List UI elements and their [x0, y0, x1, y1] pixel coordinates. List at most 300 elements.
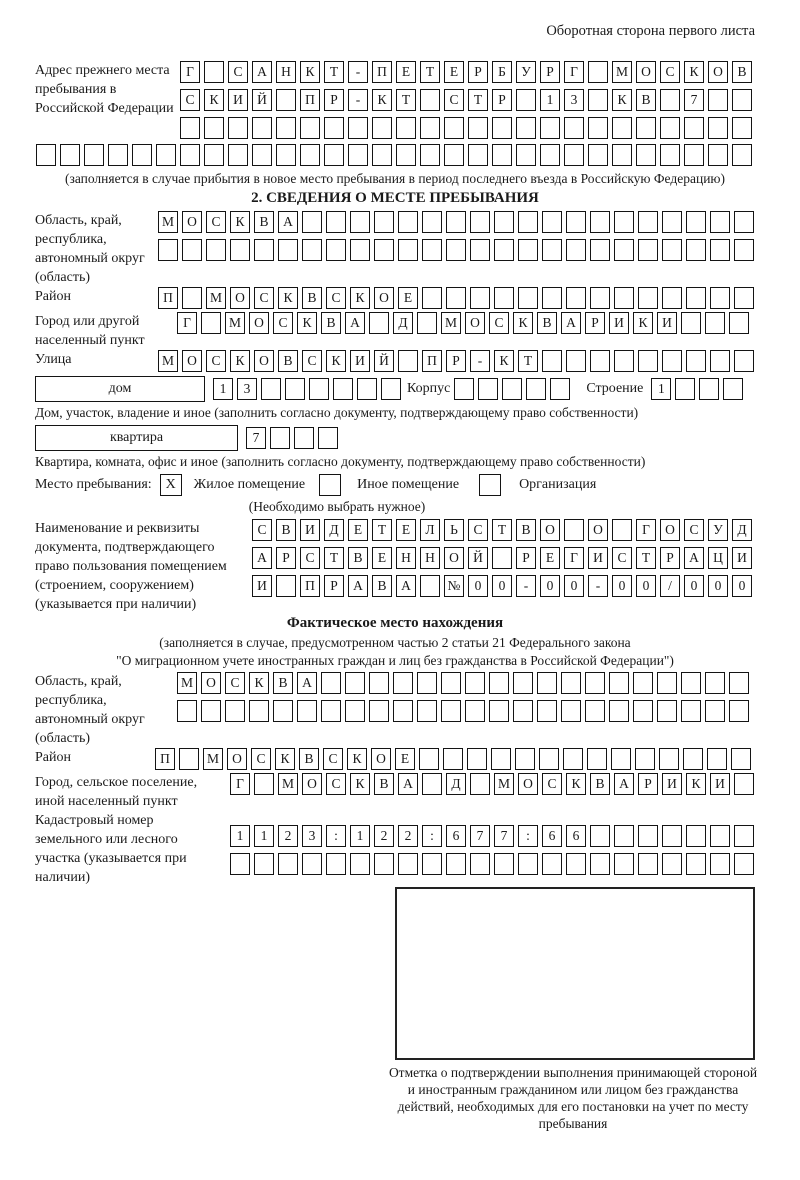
char-cell[interactable]: 0: [636, 575, 656, 597]
char-cell[interactable]: С: [326, 287, 346, 309]
char-cell[interactable]: И: [588, 547, 608, 569]
char-cell[interactable]: К: [204, 89, 224, 111]
char-cell[interactable]: [537, 700, 557, 722]
char-cell[interactable]: [588, 61, 608, 83]
char-cell[interactable]: [446, 211, 466, 233]
char-cell[interactable]: [396, 144, 416, 166]
char-cell[interactable]: [372, 117, 392, 139]
char-cell[interactable]: [710, 211, 730, 233]
char-cell[interactable]: [467, 748, 487, 770]
char-cell[interactable]: [683, 748, 703, 770]
char-cell[interactable]: 6: [542, 825, 562, 847]
char-cell[interactable]: [708, 144, 728, 166]
char-cell[interactable]: [587, 748, 607, 770]
char-cell[interactable]: [398, 350, 418, 372]
char-cell[interactable]: Р: [324, 575, 344, 597]
char-cell[interactable]: Н: [420, 547, 440, 569]
char-cell[interactable]: В: [374, 773, 394, 795]
char-cell[interactable]: В: [348, 547, 368, 569]
char-cell[interactable]: [526, 378, 546, 400]
char-cell[interactable]: -: [348, 89, 368, 111]
char-cell[interactable]: Т: [420, 61, 440, 83]
char-cell[interactable]: О: [708, 61, 728, 83]
char-cell[interactable]: [492, 547, 512, 569]
char-cell[interactable]: [381, 378, 401, 400]
char-cell[interactable]: [542, 211, 562, 233]
char-cell[interactable]: 0: [612, 575, 632, 597]
char-cell[interactable]: [542, 287, 562, 309]
char-cell[interactable]: [419, 748, 439, 770]
char-cell[interactable]: С: [323, 748, 343, 770]
char-cell[interactable]: Т: [518, 350, 538, 372]
char-cell[interactable]: [324, 144, 344, 166]
char-cell[interactable]: [156, 144, 176, 166]
char-cell[interactable]: [465, 672, 485, 694]
char-cell[interactable]: [566, 287, 586, 309]
char-cell[interactable]: 7: [494, 825, 514, 847]
char-cell[interactable]: [588, 144, 608, 166]
char-cell[interactable]: [734, 211, 754, 233]
checkbox-other-premises[interactable]: [319, 474, 341, 496]
char-cell[interactable]: К: [350, 287, 370, 309]
char-cell[interactable]: [516, 144, 536, 166]
char-cell[interactable]: [699, 378, 719, 400]
char-cell[interactable]: [566, 239, 586, 261]
char-cell[interactable]: [710, 825, 730, 847]
char-cell[interactable]: О: [254, 350, 274, 372]
char-cell[interactable]: О: [249, 312, 269, 334]
char-cell[interactable]: [675, 378, 695, 400]
char-cell[interactable]: С: [542, 773, 562, 795]
char-cell[interactable]: Р: [660, 547, 680, 569]
char-cell[interactable]: [734, 825, 754, 847]
char-cell[interactable]: [108, 144, 128, 166]
char-cell[interactable]: [710, 853, 730, 875]
char-cell[interactable]: [502, 378, 522, 400]
char-cell[interactable]: [254, 239, 274, 261]
char-cell[interactable]: [278, 239, 298, 261]
char-cell[interactable]: [660, 89, 680, 111]
char-cell[interactable]: [710, 350, 730, 372]
char-cell[interactable]: [204, 117, 224, 139]
char-cell[interactable]: А: [252, 61, 272, 83]
char-cell[interactable]: С: [225, 672, 245, 694]
char-cell[interactable]: И: [300, 519, 320, 541]
char-cell[interactable]: М: [612, 61, 632, 83]
char-cell[interactable]: К: [566, 773, 586, 795]
char-cell[interactable]: [300, 117, 320, 139]
char-cell[interactable]: [723, 378, 743, 400]
char-cell[interactable]: Д: [446, 773, 466, 795]
char-cell[interactable]: Р: [446, 350, 466, 372]
char-cell[interactable]: 1: [254, 825, 274, 847]
char-cell[interactable]: [566, 853, 586, 875]
char-cell[interactable]: К: [494, 350, 514, 372]
char-cell[interactable]: [422, 239, 442, 261]
char-cell[interactable]: [734, 239, 754, 261]
char-cell[interactable]: [177, 700, 197, 722]
char-cell[interactable]: Е: [348, 519, 368, 541]
char-cell[interactable]: Р: [276, 547, 296, 569]
char-cell[interactable]: 0: [468, 575, 488, 597]
char-cell[interactable]: [489, 700, 509, 722]
char-cell[interactable]: К: [230, 350, 250, 372]
char-cell[interactable]: В: [299, 748, 319, 770]
char-cell[interactable]: [420, 117, 440, 139]
char-cell[interactable]: [705, 672, 725, 694]
char-cell[interactable]: [422, 287, 442, 309]
char-cell[interactable]: П: [300, 89, 320, 111]
char-cell[interactable]: 7: [684, 89, 704, 111]
char-cell[interactable]: [158, 239, 178, 261]
char-cell[interactable]: В: [372, 575, 392, 597]
char-cell[interactable]: 1: [213, 378, 233, 400]
char-cell[interactable]: О: [182, 350, 202, 372]
char-cell[interactable]: С: [251, 748, 271, 770]
char-cell[interactable]: О: [227, 748, 247, 770]
char-cell[interactable]: [566, 350, 586, 372]
char-cell[interactable]: [318, 427, 338, 449]
char-cell[interactable]: А: [684, 547, 704, 569]
char-cell[interactable]: [468, 144, 488, 166]
char-cell[interactable]: [660, 117, 680, 139]
char-cell[interactable]: Т: [396, 89, 416, 111]
char-cell[interactable]: К: [297, 312, 317, 334]
char-cell[interactable]: А: [345, 312, 365, 334]
char-cell[interactable]: 2: [374, 825, 394, 847]
char-cell[interactable]: [638, 825, 658, 847]
char-cell[interactable]: А: [398, 773, 418, 795]
char-cell[interactable]: [398, 211, 418, 233]
char-cell[interactable]: 1: [230, 825, 250, 847]
char-cell[interactable]: [588, 89, 608, 111]
char-cell[interactable]: [515, 748, 535, 770]
char-cell[interactable]: 7: [246, 427, 266, 449]
char-cell[interactable]: [638, 211, 658, 233]
char-cell[interactable]: [285, 378, 305, 400]
char-cell[interactable]: [588, 117, 608, 139]
char-cell[interactable]: А: [396, 575, 416, 597]
char-cell[interactable]: [444, 144, 464, 166]
char-cell[interactable]: [252, 117, 272, 139]
char-cell[interactable]: [326, 853, 346, 875]
char-cell[interactable]: С: [206, 211, 226, 233]
char-cell[interactable]: [684, 117, 704, 139]
char-cell[interactable]: В: [516, 519, 536, 541]
char-cell[interactable]: [491, 748, 511, 770]
char-cell[interactable]: [734, 773, 754, 795]
char-cell[interactable]: 7: [470, 825, 490, 847]
char-cell[interactable]: [494, 239, 514, 261]
char-cell[interactable]: [446, 239, 466, 261]
char-cell[interactable]: Г: [177, 312, 197, 334]
char-cell[interactable]: [635, 748, 655, 770]
char-cell[interactable]: [417, 312, 437, 334]
char-cell[interactable]: 2: [278, 825, 298, 847]
char-cell[interactable]: [182, 239, 202, 261]
char-cell[interactable]: [204, 61, 224, 83]
char-cell[interactable]: Е: [540, 547, 560, 569]
char-cell[interactable]: Р: [638, 773, 658, 795]
char-cell[interactable]: Ц: [708, 547, 728, 569]
char-cell[interactable]: О: [371, 748, 391, 770]
char-cell[interactable]: [638, 239, 658, 261]
char-cell[interactable]: И: [662, 773, 682, 795]
char-cell[interactable]: №: [444, 575, 464, 597]
char-cell[interactable]: [518, 239, 538, 261]
char-cell[interactable]: [254, 853, 274, 875]
char-cell[interactable]: [542, 239, 562, 261]
char-cell[interactable]: [638, 350, 658, 372]
char-cell[interactable]: [420, 89, 440, 111]
char-cell[interactable]: К: [633, 312, 653, 334]
char-cell[interactable]: К: [350, 773, 370, 795]
char-cell[interactable]: Б: [492, 61, 512, 83]
char-cell[interactable]: 0: [732, 575, 752, 597]
char-cell[interactable]: Р: [492, 89, 512, 111]
char-cell[interactable]: [204, 144, 224, 166]
char-cell[interactable]: [614, 239, 634, 261]
char-cell[interactable]: [297, 700, 317, 722]
char-cell[interactable]: О: [660, 519, 680, 541]
char-cell[interactable]: М: [206, 287, 226, 309]
char-cell[interactable]: К: [686, 773, 706, 795]
char-cell[interactable]: В: [273, 672, 293, 694]
char-cell[interactable]: П: [155, 748, 175, 770]
char-cell[interactable]: [132, 144, 152, 166]
char-cell[interactable]: [326, 239, 346, 261]
char-cell[interactable]: И: [710, 773, 730, 795]
char-cell[interactable]: [732, 89, 752, 111]
char-cell[interactable]: [228, 117, 248, 139]
char-cell[interactable]: И: [228, 89, 248, 111]
char-cell[interactable]: [345, 700, 365, 722]
char-cell[interactable]: В: [276, 519, 296, 541]
char-cell[interactable]: Р: [468, 61, 488, 83]
char-cell[interactable]: -: [588, 575, 608, 597]
char-cell[interactable]: [513, 700, 533, 722]
char-cell[interactable]: [638, 287, 658, 309]
char-cell[interactable]: [537, 672, 557, 694]
char-cell[interactable]: [422, 853, 442, 875]
char-cell[interactable]: [590, 239, 610, 261]
char-cell[interactable]: О: [518, 773, 538, 795]
char-cell[interactable]: [398, 853, 418, 875]
char-cell[interactable]: [278, 853, 298, 875]
char-cell[interactable]: Т: [324, 547, 344, 569]
char-cell[interactable]: [369, 700, 389, 722]
char-cell[interactable]: О: [636, 61, 656, 83]
char-cell[interactable]: [494, 287, 514, 309]
char-cell[interactable]: О: [465, 312, 485, 334]
char-cell[interactable]: [731, 748, 751, 770]
char-cell[interactable]: 6: [446, 825, 466, 847]
char-cell[interactable]: П: [372, 61, 392, 83]
char-cell[interactable]: 2: [398, 825, 418, 847]
char-cell[interactable]: [443, 748, 463, 770]
char-cell[interactable]: [662, 211, 682, 233]
char-cell[interactable]: [179, 748, 199, 770]
char-cell[interactable]: [254, 773, 274, 795]
char-cell[interactable]: [513, 672, 533, 694]
char-cell[interactable]: [225, 700, 245, 722]
char-cell[interactable]: [417, 700, 437, 722]
char-cell[interactable]: [350, 239, 370, 261]
char-cell[interactable]: [492, 144, 512, 166]
char-cell[interactable]: [585, 672, 605, 694]
char-cell[interactable]: И: [252, 575, 272, 597]
char-cell[interactable]: Н: [396, 547, 416, 569]
char-cell[interactable]: [705, 700, 725, 722]
char-cell[interactable]: Ь: [444, 519, 464, 541]
char-cell[interactable]: [707, 748, 727, 770]
char-cell[interactable]: Е: [398, 287, 418, 309]
char-cell[interactable]: М: [225, 312, 245, 334]
char-cell[interactable]: Й: [252, 89, 272, 111]
char-cell[interactable]: [249, 700, 269, 722]
char-cell[interactable]: [180, 117, 200, 139]
char-cell[interactable]: [374, 853, 394, 875]
char-cell[interactable]: [516, 117, 536, 139]
char-cell[interactable]: [270, 427, 290, 449]
char-cell[interactable]: [662, 350, 682, 372]
char-cell[interactable]: [710, 287, 730, 309]
char-cell[interactable]: :: [422, 825, 442, 847]
char-cell[interactable]: [372, 144, 392, 166]
char-cell[interactable]: [539, 748, 559, 770]
char-cell[interactable]: Д: [324, 519, 344, 541]
char-cell[interactable]: 0: [708, 575, 728, 597]
char-cell[interactable]: [470, 211, 490, 233]
char-cell[interactable]: [609, 700, 629, 722]
char-cell[interactable]: [732, 117, 752, 139]
char-cell[interactable]: И: [350, 350, 370, 372]
char-cell[interactable]: -: [516, 575, 536, 597]
char-cell[interactable]: С: [326, 773, 346, 795]
char-cell[interactable]: Д: [393, 312, 413, 334]
char-cell[interactable]: [294, 427, 314, 449]
char-cell[interactable]: [612, 519, 632, 541]
char-cell[interactable]: Р: [540, 61, 560, 83]
char-cell[interactable]: [550, 378, 570, 400]
char-cell[interactable]: 0: [492, 575, 512, 597]
char-cell[interactable]: А: [614, 773, 634, 795]
char-cell[interactable]: [345, 672, 365, 694]
char-cell[interactable]: М: [158, 350, 178, 372]
char-cell[interactable]: [684, 144, 704, 166]
char-cell[interactable]: [446, 853, 466, 875]
char-cell[interactable]: С: [468, 519, 488, 541]
char-cell[interactable]: И: [609, 312, 629, 334]
char-cell[interactable]: -: [348, 61, 368, 83]
char-cell[interactable]: [333, 378, 353, 400]
char-cell[interactable]: И: [732, 547, 752, 569]
char-cell[interactable]: В: [321, 312, 341, 334]
char-cell[interactable]: [662, 825, 682, 847]
char-cell[interactable]: [302, 211, 322, 233]
char-cell[interactable]: Г: [636, 519, 656, 541]
char-cell[interactable]: [201, 312, 221, 334]
char-cell[interactable]: [708, 117, 728, 139]
char-cell[interactable]: К: [230, 211, 250, 233]
char-cell[interactable]: [518, 287, 538, 309]
char-cell[interactable]: [540, 117, 560, 139]
char-cell[interactable]: 3: [302, 825, 322, 847]
char-cell[interactable]: О: [444, 547, 464, 569]
char-cell[interactable]: [422, 211, 442, 233]
char-cell[interactable]: Е: [396, 61, 416, 83]
char-cell[interactable]: П: [158, 287, 178, 309]
char-cell[interactable]: :: [518, 825, 538, 847]
char-cell[interactable]: О: [182, 211, 202, 233]
char-cell[interactable]: [206, 239, 226, 261]
char-cell[interactable]: [614, 853, 634, 875]
char-cell[interactable]: О: [201, 672, 221, 694]
char-cell[interactable]: Г: [180, 61, 200, 83]
char-cell[interactable]: [681, 312, 701, 334]
char-cell[interactable]: [350, 211, 370, 233]
char-cell[interactable]: С: [206, 350, 226, 372]
char-cell[interactable]: [396, 117, 416, 139]
char-cell[interactable]: [681, 672, 701, 694]
char-cell[interactable]: [708, 89, 728, 111]
char-cell[interactable]: [564, 117, 584, 139]
char-cell[interactable]: [590, 825, 610, 847]
char-cell[interactable]: [734, 287, 754, 309]
char-cell[interactable]: [561, 672, 581, 694]
char-cell[interactable]: [686, 825, 706, 847]
char-cell[interactable]: С: [489, 312, 509, 334]
char-cell[interactable]: М: [203, 748, 223, 770]
char-cell[interactable]: С: [254, 287, 274, 309]
char-cell[interactable]: [614, 825, 634, 847]
char-cell[interactable]: [36, 144, 56, 166]
char-cell[interactable]: [420, 144, 440, 166]
char-cell[interactable]: [84, 144, 104, 166]
char-cell[interactable]: [465, 700, 485, 722]
char-cell[interactable]: [612, 144, 632, 166]
char-cell[interactable]: [542, 853, 562, 875]
char-cell[interactable]: [369, 312, 389, 334]
char-cell[interactable]: В: [254, 211, 274, 233]
char-cell[interactable]: К: [275, 748, 295, 770]
char-cell[interactable]: [657, 672, 677, 694]
char-cell[interactable]: 3: [564, 89, 584, 111]
char-cell[interactable]: И: [657, 312, 677, 334]
char-cell[interactable]: Т: [324, 61, 344, 83]
char-cell[interactable]: Р: [324, 89, 344, 111]
char-cell[interactable]: Е: [395, 748, 415, 770]
char-cell[interactable]: [590, 211, 610, 233]
char-cell[interactable]: [638, 853, 658, 875]
char-cell[interactable]: [180, 144, 200, 166]
char-cell[interactable]: С: [612, 547, 632, 569]
char-cell[interactable]: [612, 117, 632, 139]
char-cell[interactable]: Д: [732, 519, 752, 541]
char-cell[interactable]: [417, 672, 437, 694]
char-cell[interactable]: [228, 144, 248, 166]
char-cell[interactable]: Л: [420, 519, 440, 541]
char-cell[interactable]: Р: [585, 312, 605, 334]
char-cell[interactable]: [252, 144, 272, 166]
char-cell[interactable]: [489, 672, 509, 694]
char-cell[interactable]: [374, 239, 394, 261]
char-cell[interactable]: [614, 350, 634, 372]
char-cell[interactable]: [686, 853, 706, 875]
char-cell[interactable]: [729, 700, 749, 722]
char-cell[interactable]: О: [540, 519, 560, 541]
char-cell[interactable]: [348, 144, 368, 166]
